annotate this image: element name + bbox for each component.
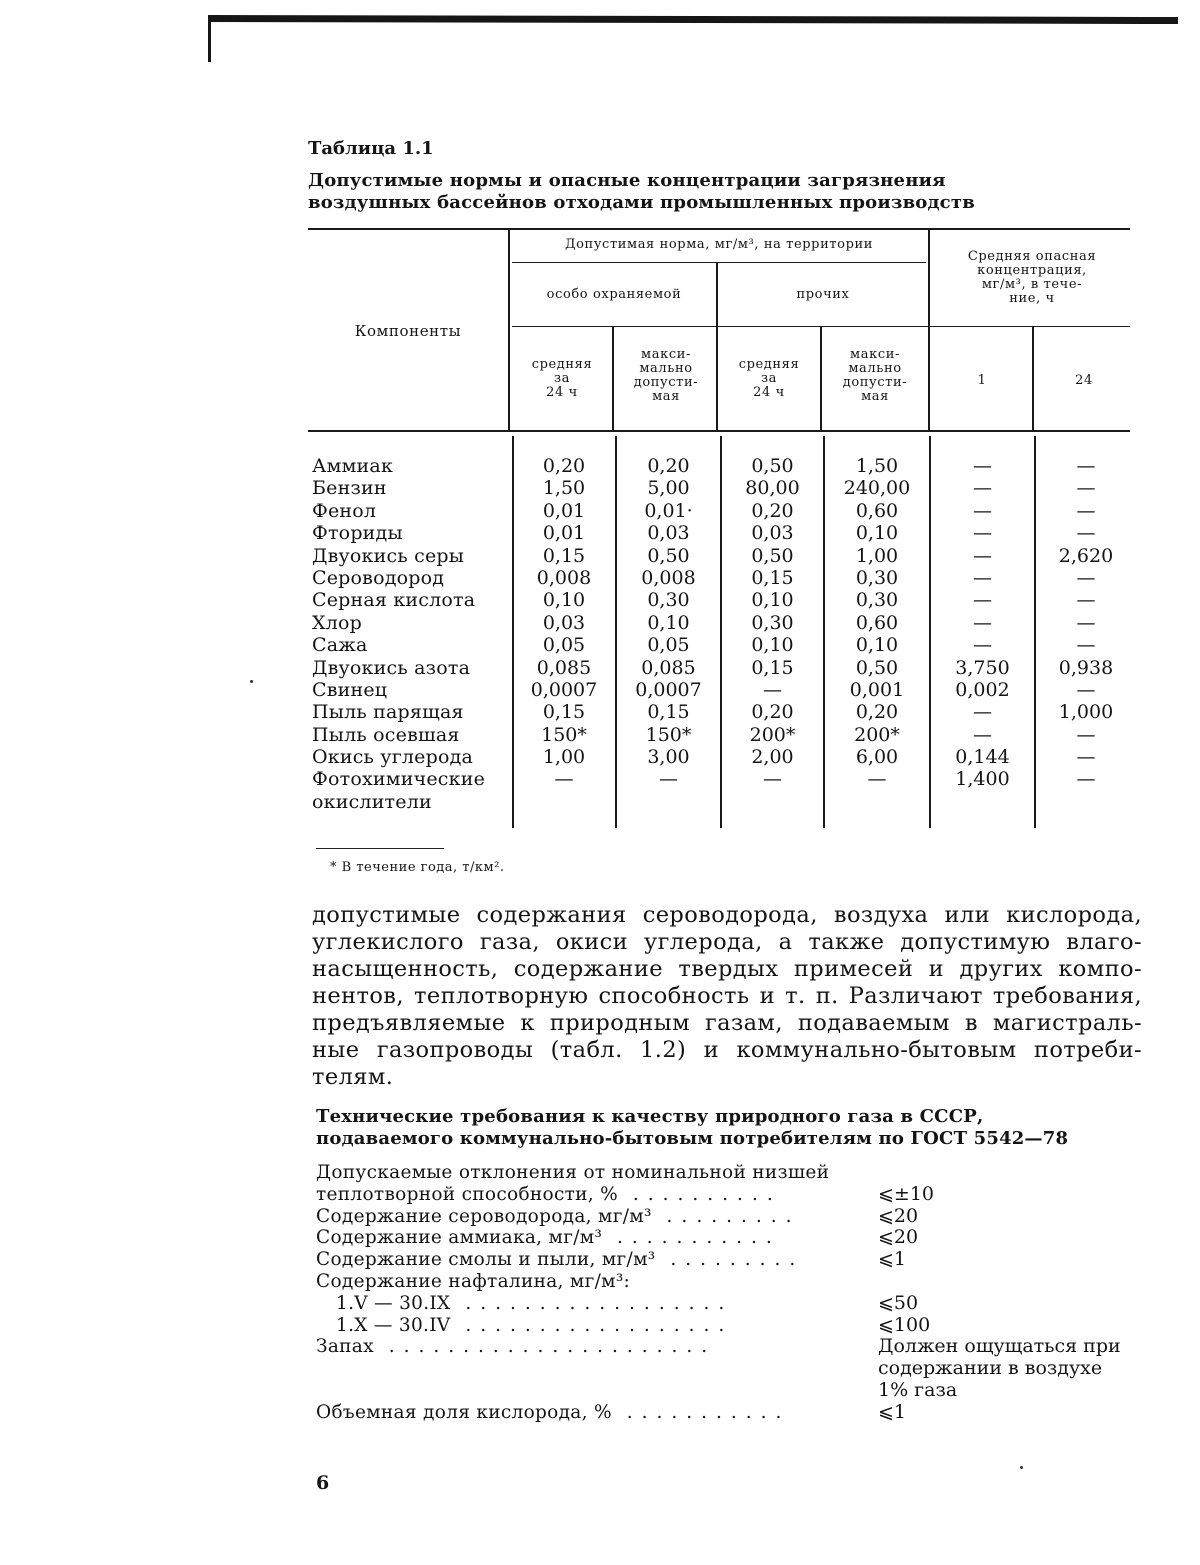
header-24h: 24 [1075,373,1093,388]
table-cell: 0,50 [855,656,899,679]
requirement-value: ⩽20 [878,1204,919,1227]
table-cell: — [973,499,992,522]
table-cell: 0,03 [751,522,794,545]
requirement-label [316,1249,804,1270]
header-line: средняя [531,357,593,372]
header-danger [932,250,1132,306]
table-cell: — [1076,678,1096,701]
table-cell: 0,30 [855,566,899,589]
table-cell: 2,620 [1058,544,1114,567]
table-cell: 0,50 [751,455,794,477]
footnote: * В течение года, т/км². [330,860,505,875]
table-label: Таблица 1.1 [308,138,434,159]
column-divider [508,230,510,430]
requirement-value: ⩽±10 [878,1182,935,1205]
page-number: 6 [316,1472,330,1494]
requirement-label-text: 1.X — 30.IV [336,1314,451,1336]
table-cell: 0,20 [855,701,899,724]
leader-dots: ......... [655,1249,805,1271]
table-cell: — [973,522,992,545]
table-cell: 240,00 [843,477,911,500]
component-name: Фториды [312,522,403,545]
table-cell: 0,30 [751,611,794,634]
table-cell: 0,002 [955,678,1010,701]
table-cell: — [1076,499,1096,522]
table-cell: 0,30 [647,589,690,612]
header-line: макси- [641,347,691,362]
table-cell: — [1076,455,1096,477]
table-cell: 1,00 [855,544,899,567]
table-cell: 3,00 [647,746,690,769]
header-rule [512,262,926,263]
table-cell: — [973,544,992,567]
leader-dots: ...................... [373,1336,717,1358]
paragraph-line: ные газопроводы (табл. 1.2) и коммунально-бытовым потреби- [312,1037,1142,1063]
component-name: Бензин [312,477,387,500]
table-cell: — [973,723,992,746]
table-cell: 0,01· [644,499,693,522]
requirement-value: ⩽20 [878,1226,919,1249]
header-components: Компоненты [354,322,462,340]
table-cell: — [973,589,992,612]
leader-dots: .................. [450,1292,734,1314]
requirement-value: Должен ощущаться при [878,1335,1121,1358]
table-cell: — [973,566,992,589]
table-cell: — [1076,566,1096,589]
table-cell: — [554,768,574,791]
table-cell: 0,20 [751,701,794,724]
table-cell: — [867,768,887,791]
table-cell: 0,10 [751,589,794,612]
table-cell: 0,30 [855,589,899,612]
requirement-label-text: Содержание сероводорода, мг/м³ [316,1205,652,1227]
component-name: окислители [312,790,432,813]
table-cell: 200* [749,723,796,746]
table-cell: 0,001 [849,678,905,701]
table-cell: 0,20 [647,455,690,477]
header-other-max [822,348,928,404]
header-line: мая [861,389,889,404]
header-line: средняя [738,357,800,372]
body-paragraph [312,902,1142,1091]
table-cell: 0,10 [855,522,899,545]
requirement-label-text: Объемная доля кислорода, % [316,1401,612,1423]
table-cell: 0,10 [751,634,794,657]
component-name: Пыль осевшая [312,723,460,746]
table-cell: — [973,455,992,477]
leader-dots: ........... [602,1227,781,1249]
table-cell [931,791,1034,813]
component-name: Хлор [312,611,362,634]
table-cell: 0,144 [955,746,1010,769]
table-cell: — [659,768,678,791]
header-line: за [553,371,571,386]
header-line: макси- [850,347,900,362]
table-cell: 80,00 [745,477,800,500]
table-cell: — [1076,477,1096,500]
table-cell: 1,400 [955,768,1010,791]
table-cell: — [763,678,782,701]
table-cell: 0,085 [641,656,696,679]
table-cell: 0,008 [536,566,592,589]
header-danger-line: мг/м³, в тече- [981,277,1083,292]
other-max-column [825,455,929,813]
table-cell: 0,10 [647,611,690,634]
header-protected-max [614,348,718,404]
table-cell: — [1076,768,1096,791]
requirement-label-text: Содержание нафталина, мг/м³: [316,1271,631,1292]
table-title [308,170,975,214]
table-title-line: Допустимые нормы и опасные концентрации загрязнения [308,170,946,191]
component-name: Сероводород [312,566,445,589]
table-cell: — [1076,723,1096,746]
table-cell: 1,000 [1058,701,1114,724]
header-danger-line: Средняя опасная [967,249,1097,264]
requirement-value: ⩽1 [878,1400,907,1423]
table-cell: — [1076,746,1096,769]
header-line: за [760,371,778,386]
header-line: мально [639,361,693,376]
requirements-title [316,1106,1068,1150]
column-divider [1032,326,1034,430]
table-cell: 1,00 [542,746,586,769]
table-cell: 150* [541,723,587,746]
header-danger-line: ние, ч [1009,291,1055,306]
header-line: мая [652,389,680,404]
component-name: Сажа [312,634,368,657]
header-bottom-rule [308,430,1130,432]
header-other-avg24 [718,358,820,400]
requirements-title-line: подаваемого коммунально-бытовым потребителям по ГОСТ 5542—78 [316,1128,1069,1149]
requirement-label [316,1271,630,1292]
table-cell: 0,10 [855,634,899,657]
left-border-tick [208,16,211,62]
protected-avg24-column [514,455,614,813]
table-cell: — [973,634,992,657]
requirement-value: 1% газа [878,1379,958,1401]
table-top-rule [308,228,1130,230]
scan-speck [1020,1466,1023,1469]
table-cell: 3,750 [955,656,1010,679]
table-cell: — [1076,634,1096,657]
requirement-label-text: Содержание смолы и пыли, мг/м³ [316,1249,656,1271]
component-name: Пыль парящая [312,701,464,724]
table-cell: 0,085 [536,656,592,679]
table-cell: 0,03 [542,611,586,634]
header-line: мально [848,361,902,376]
component-name: Фотохимические [312,768,486,791]
requirement-label-text: Запах [316,1336,374,1358]
table-cell [722,791,823,813]
table-cell: 0,60 [855,611,899,634]
requirement-label-text: 1.V — 30.IX [336,1292,451,1314]
table-cell: 0,938 [1058,656,1114,679]
table-cell: 150* [645,723,692,746]
requirement-label [336,1293,733,1314]
danger-24h-column [1036,455,1136,813]
paragraph-line: углекислого газа, окиси углерода, а также допустимую влаго- [312,929,1142,955]
table-cell: 0,15 [751,656,794,679]
table-title-line: воздушных бассейнов отходами промышленных производств [308,192,975,213]
requirement-label [316,1402,790,1423]
protected-max-column [617,455,720,813]
table-cell: 5,00 [647,477,690,500]
requirement-label [316,1184,782,1205]
table-cell: — [1076,611,1096,634]
component-name: Фенол [312,499,377,522]
header-line: 24 ч [546,385,578,400]
header-1h: 1 [977,373,987,388]
requirement-label [336,1315,733,1336]
table-cell: 0,15 [542,701,586,724]
table-cell: 0,20 [542,455,586,477]
table-cell [514,791,614,813]
leader-dots: .................. [450,1314,734,1336]
other-avg24-column [722,455,823,813]
table-cell [825,791,929,813]
footnote-rule [316,848,444,849]
column-divider [928,230,930,430]
header-other: прочих [796,287,850,302]
table-cell: 0,0007 [635,678,702,701]
table-cell: 0,05 [542,634,586,657]
danger-1h-column [931,455,1034,813]
table-cell: 6,00 [855,746,899,769]
table-cell: 0,008 [641,566,696,589]
header-line: допусти- [633,375,699,390]
table-cell: 2,00 [751,746,794,769]
table-cell: 0,15 [542,544,586,567]
leader-dots: ........... [611,1401,791,1423]
table-cell: — [763,768,782,791]
scan-speck [250,680,253,683]
table-cell: 0,50 [751,544,794,567]
table-cell: 0,05 [647,634,690,657]
requirement-value: ⩽50 [878,1291,919,1314]
table-cell: 0,50 [647,544,690,567]
paragraph-line: телям. [312,1064,394,1090]
requirement-value: содержании в воздухе [878,1357,1103,1380]
table-cell: 0,60 [855,499,899,522]
component-name: Окись углерода [312,746,474,769]
requirement-value: ⩽1 [878,1248,907,1271]
header-danger-line: концентрация, [977,263,1087,278]
component-name: Аммиак [312,455,394,477]
table-cell [1036,791,1136,813]
paragraph-line: допустимые содержания сероводорода, воздуха или кислорода, [312,902,1142,928]
table-cell: 200* [854,723,900,746]
requirement-value: ⩽100 [878,1313,931,1336]
leader-dots: ......... [651,1205,801,1227]
header-norm-group: Допустимая норма, мг/м³, на территории [564,237,874,252]
leader-dots: .......... [618,1183,782,1205]
component-name: Серная кислота [312,589,476,612]
table-cell: 0,0007 [530,678,598,701]
table-cell: 1,50 [855,455,899,477]
components-column [312,455,485,813]
table-cell: — [1076,522,1096,545]
table-cell [617,791,720,813]
table-cell: 1,50 [542,477,586,500]
table-cell: 0,15 [647,701,690,724]
requirement-label [316,1227,781,1248]
table-cell: 0,15 [751,566,794,589]
table-cell: 0,10 [542,589,586,612]
table-cell: 0,01 [542,522,586,545]
header-protected-avg24 [512,358,612,400]
header-line: допусти- [842,375,908,390]
table-cell: 0,20 [751,499,794,522]
table-cell: — [1076,589,1096,612]
table-cell: — [973,477,992,500]
requirement-label-text: Допускаемые отклонения от номинальной низшей [316,1162,830,1183]
component-name: Двуокись азота [312,656,471,679]
requirement-label [316,1162,829,1183]
requirement-label-text: теплотворной способности, % [316,1183,619,1205]
top-border-line [208,15,1178,24]
table-cell: — [973,701,992,724]
requirement-label [316,1206,800,1227]
paragraph-line: предъявляемые к природным газам, подаваемым в магистраль- [312,1010,1142,1036]
requirement-label-text: Содержание аммиака, мг/м³ [316,1227,603,1249]
component-name: Свинец [312,678,388,701]
header-line: 24 ч [753,385,785,400]
paragraph-line: насыщенность, содержание твердых примесей и других компо- [312,956,1142,982]
paragraph-line: нентов, теплотворную способность и т. п. Различают требования, [312,983,1142,1009]
requirements-title-line: Технические требования к качеству природного газа в СССР, [316,1106,984,1127]
component-name: Двуокись серы [312,544,465,567]
table-cell: 0,01 [542,499,586,522]
header-protected: особо охраняемой [546,287,682,302]
table-cell: 0,03 [647,522,690,545]
table-cell: — [973,611,992,634]
requirement-label [316,1336,716,1357]
